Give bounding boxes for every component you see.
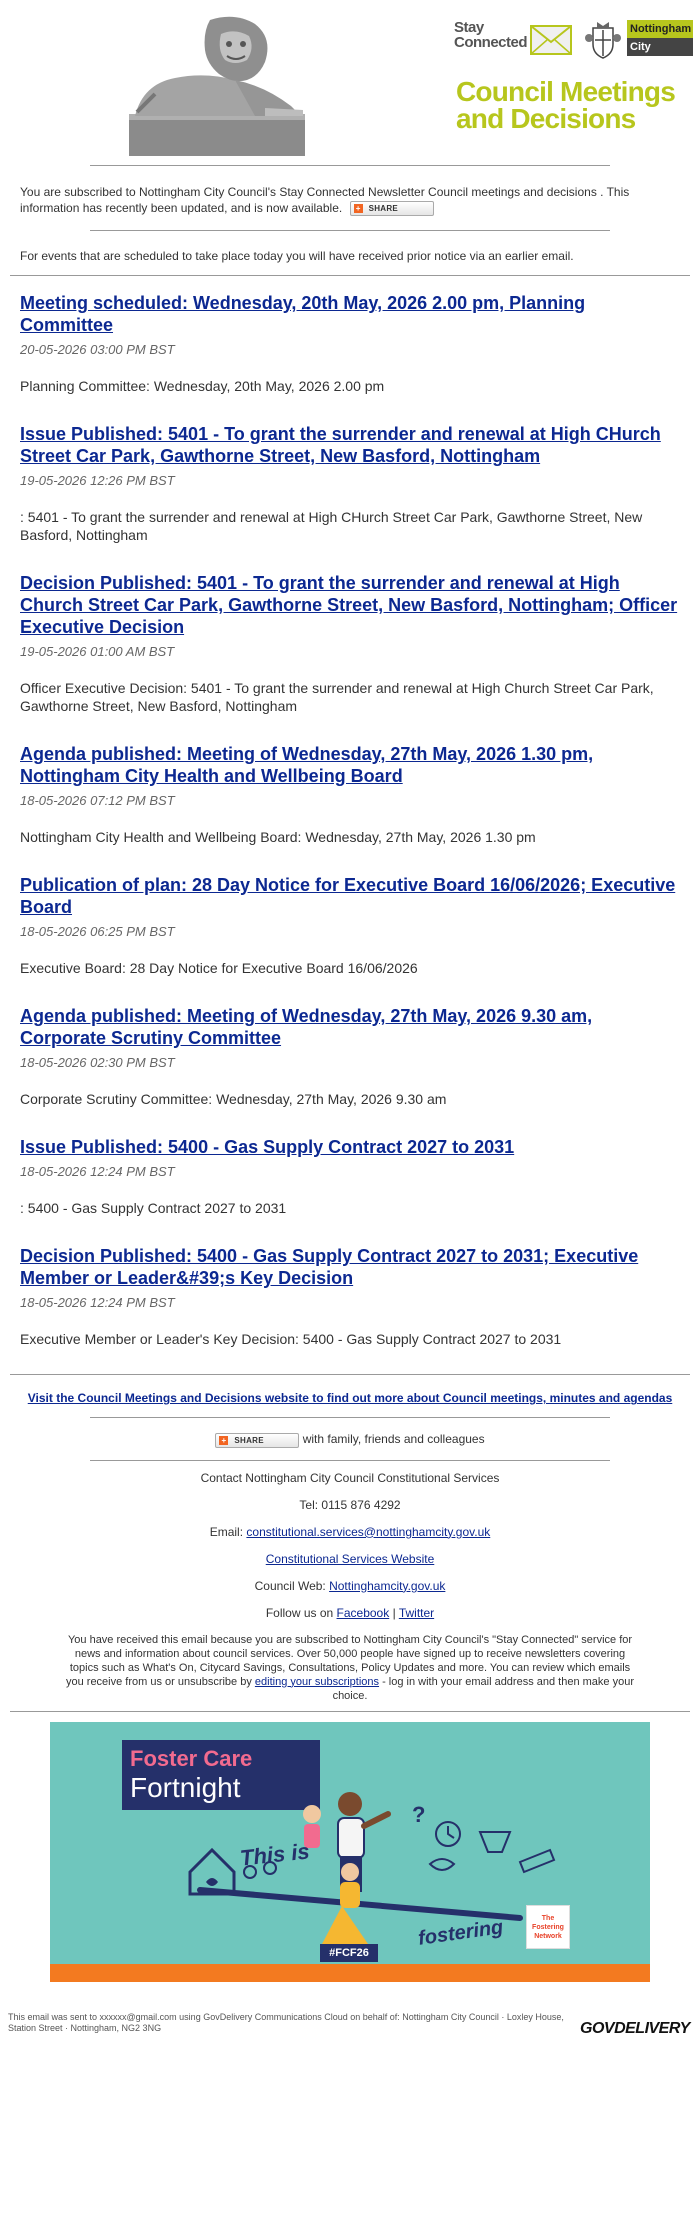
list-item bbox=[0, 1005, 700, 1108]
intro-text: You are subscribed to Nottingham City Council's Stay Connected Newsletter Council meetings and decisions . This information has recently been updated, and is now available. bbox=[20, 185, 630, 215]
item-description: Corporate Scrutiny Committee: Wednesday, 27th May, 2026 9.30 am bbox=[20, 1091, 447, 1108]
coat-of-arms-icon bbox=[585, 20, 621, 60]
twitter-link[interactable]: Twitter bbox=[398, 1605, 435, 1620]
item-description: : 5400 - Gas Supply Contract 2027 to 2031 bbox=[20, 1200, 287, 1217]
list-item bbox=[0, 292, 700, 395]
newsletter-title-line2: and Decisions bbox=[456, 103, 636, 134]
ncc-wordmark bbox=[627, 20, 693, 67]
banner-hashtag: #FCF26 bbox=[320, 1944, 378, 1962]
item-description: : 5401 - To grant the surrender and renewal at High CHurch Street Car Park, Gawthorne Street, New Basford, Nottingham bbox=[20, 509, 643, 544]
lion-statue-image bbox=[115, 14, 310, 156]
follow-us-line bbox=[0, 1606, 700, 1620]
share-suffix-text: with family, friends and colleagues bbox=[299, 1432, 485, 1447]
council-web-link[interactable]: Nottinghamcity.gov.uk bbox=[329, 1578, 446, 1593]
item-title-link[interactable]: Issue Published: 5400 - Gas Supply Contract 2027 to 2031 bbox=[20, 1137, 515, 1158]
item-title-link[interactable]: Publication of plan: 28 Day Notice for Executive Board 16/06/2026; Executive Board bbox=[20, 875, 676, 918]
council-web-prefix: Council Web: bbox=[254, 1578, 330, 1593]
constitutional-services-line bbox=[0, 1552, 700, 1566]
list-item bbox=[0, 572, 700, 715]
email-footer bbox=[0, 2004, 700, 2064]
item-date: 19-05-2026 12:26 PM BST bbox=[20, 473, 175, 489]
item-date: 19-05-2026 01:00 AM BST bbox=[20, 644, 175, 660]
list-item bbox=[0, 423, 700, 544]
item-date: 18-05-2026 12:24 PM BST bbox=[20, 1295, 175, 1311]
legal-text-part1: You have received this email because you are subscribed to Nottingham City Council's "Stay Connected" service for news and information about council services. Over 50,000 people have signed up to receive newsletters covering topics such as What's On, Citycard Savings, Consultations, Policy Updates and more. You can review which emails you receive from us or unsubscribe by bbox=[65, 1633, 633, 1688]
item-date: 18-05-2026 02:30 PM BST bbox=[20, 1055, 175, 1071]
fostering-network-logo: The Fostering Network bbox=[526, 1905, 570, 1949]
contact-heading: Contact Nottingham City Council Constitutional Services bbox=[200, 1470, 500, 1485]
plus-icon: + bbox=[354, 204, 363, 213]
item-description: Executive Member or Leader's Key Decision: 5400 - Gas Supply Contract 2027 to 2031 bbox=[20, 1331, 562, 1348]
share-label: SHARE bbox=[368, 204, 399, 214]
list-item bbox=[0, 874, 700, 977]
ncc-line1: Nottingham bbox=[627, 20, 693, 38]
contact-tel: Tel: 0115 876 4292 bbox=[299, 1497, 401, 1512]
share-row bbox=[0, 1418, 700, 1459]
item-title-link[interactable]: Agenda published: Meeting of Wednesday, 27th May, 2026 9.30 am, Corporate Scrutiny Committee bbox=[20, 1006, 593, 1049]
item-date: 18-05-2026 07:12 PM BST bbox=[20, 793, 175, 809]
intro-paragraph bbox=[0, 166, 700, 230]
newsletter-title bbox=[456, 78, 675, 132]
item-title-link[interactable]: Issue Published: 5401 - To grant the surrender and renewal at High CHurch Street Car Park, Gawthorne Street, New Basford, Nottingham bbox=[20, 424, 661, 467]
footer-share-button[interactable] bbox=[215, 1433, 299, 1448]
banner-this-is: This is bbox=[238, 1838, 311, 1871]
constitutional-services-link[interactable]: Constitutional Services Website bbox=[265, 1551, 435, 1566]
email-prefix: Email: bbox=[209, 1524, 247, 1539]
follow-prefix: Follow us on bbox=[265, 1605, 337, 1620]
share-label: SHARE bbox=[234, 1435, 264, 1445]
plus-icon: + bbox=[219, 1436, 228, 1445]
item-description: Planning Committee: Wednesday, 20th May, 2026 2.00 pm bbox=[20, 378, 385, 395]
stay-connected-line1: Stay bbox=[454, 19, 484, 36]
list-item bbox=[0, 1245, 700, 1348]
stay-connected-line2: Connected bbox=[454, 34, 528, 51]
sent-to-text: This email was sent to xxxxxx@gmail.com using GovDelivery Communications Cloud on behalf of: Nottingham City Council · Loxley House, Station Street · Nottingham, NG2 3NG bbox=[8, 2011, 564, 2033]
newsletter-title-line1: Council Meetings bbox=[456, 76, 675, 107]
envelope-icon bbox=[529, 22, 573, 58]
council-website-link[interactable]: Visit the Council Meetings and Decisions website to find out more about Council meetings, minutes and agendas bbox=[27, 1391, 673, 1406]
list-item bbox=[0, 1136, 700, 1217]
item-title-link[interactable]: Meeting scheduled: Wednesday, 20th May, 2026 2.00 pm, Planning Committee bbox=[20, 293, 586, 336]
govdelivery-logo: GOVDELIVERY bbox=[580, 2019, 690, 2037]
facebook-link[interactable]: Facebook bbox=[336, 1605, 390, 1620]
edit-subscriptions-link[interactable]: editing your subscriptions bbox=[254, 1675, 380, 1688]
item-title-link[interactable]: Decision Published: 5401 - To grant the surrender and renewal at High Church Street Car Park, Gawthorne Street, New Basford, Nottingham; Officer Executive Decision bbox=[20, 573, 678, 638]
council-web-line bbox=[0, 1579, 700, 1593]
banner-bottom-strip bbox=[50, 1964, 650, 1982]
divider bbox=[10, 275, 690, 276]
banner-title-line1: Foster Care bbox=[130, 1745, 253, 1771]
banner-fostering: fostering bbox=[416, 1915, 505, 1950]
subscription-notice bbox=[0, 1633, 700, 1703]
link-separator: | bbox=[389, 1605, 399, 1620]
share-button[interactable] bbox=[350, 201, 434, 216]
legal-text-part2: - log in with your email address and then make your choice. bbox=[332, 1675, 634, 1702]
item-date: 18-05-2026 06:25 PM BST bbox=[20, 924, 175, 940]
prior-notice-text: For events that are scheduled to take place today you will have received prior notice via an earlier email. bbox=[20, 249, 574, 264]
divider bbox=[10, 1711, 690, 1712]
item-description: Officer Executive Decision: 5401 - To grant the surrender and renewal at High Church Street Car Park, Gawthorne Street, New Basford, Nottingham bbox=[20, 680, 654, 715]
contact-block bbox=[0, 1471, 700, 1620]
contact-email-line bbox=[0, 1525, 700, 1539]
divider bbox=[90, 1460, 610, 1461]
item-date: 18-05-2026 12:24 PM BST bbox=[20, 1164, 175, 1180]
banner-title-line2: Fortnight bbox=[130, 1771, 241, 1803]
item-title-link[interactable]: Decision Published: 5400 - Gas Supply Contract 2027 to 2031; Executive Member or Leader&#39;s Key Decision bbox=[20, 1246, 639, 1289]
email-header bbox=[0, 0, 700, 165]
list-item bbox=[0, 743, 700, 846]
email-link[interactable]: constitutional.services@nottinghamcity.gov.uk bbox=[246, 1524, 491, 1539]
stay-connected-logo bbox=[454, 20, 527, 50]
item-description: Executive Board: 28 Day Notice for Executive Board 16/06/2026 bbox=[20, 960, 418, 977]
foster-care-fortnight-banner[interactable] bbox=[50, 1722, 650, 1982]
item-description: Nottingham City Health and Wellbeing Board: Wednesday, 27th May, 2026 1.30 pm bbox=[20, 829, 536, 846]
ncc-line2: City Council bbox=[627, 38, 693, 56]
item-date: 20-05-2026 03:00 PM BST bbox=[20, 342, 175, 358]
item-title-link[interactable]: Agenda published: Meeting of Wednesday, 27th May, 2026 1.30 pm, Nottingham City Health and Wellbeing Board bbox=[20, 744, 594, 787]
svg-text:?: ? bbox=[412, 1801, 426, 1827]
